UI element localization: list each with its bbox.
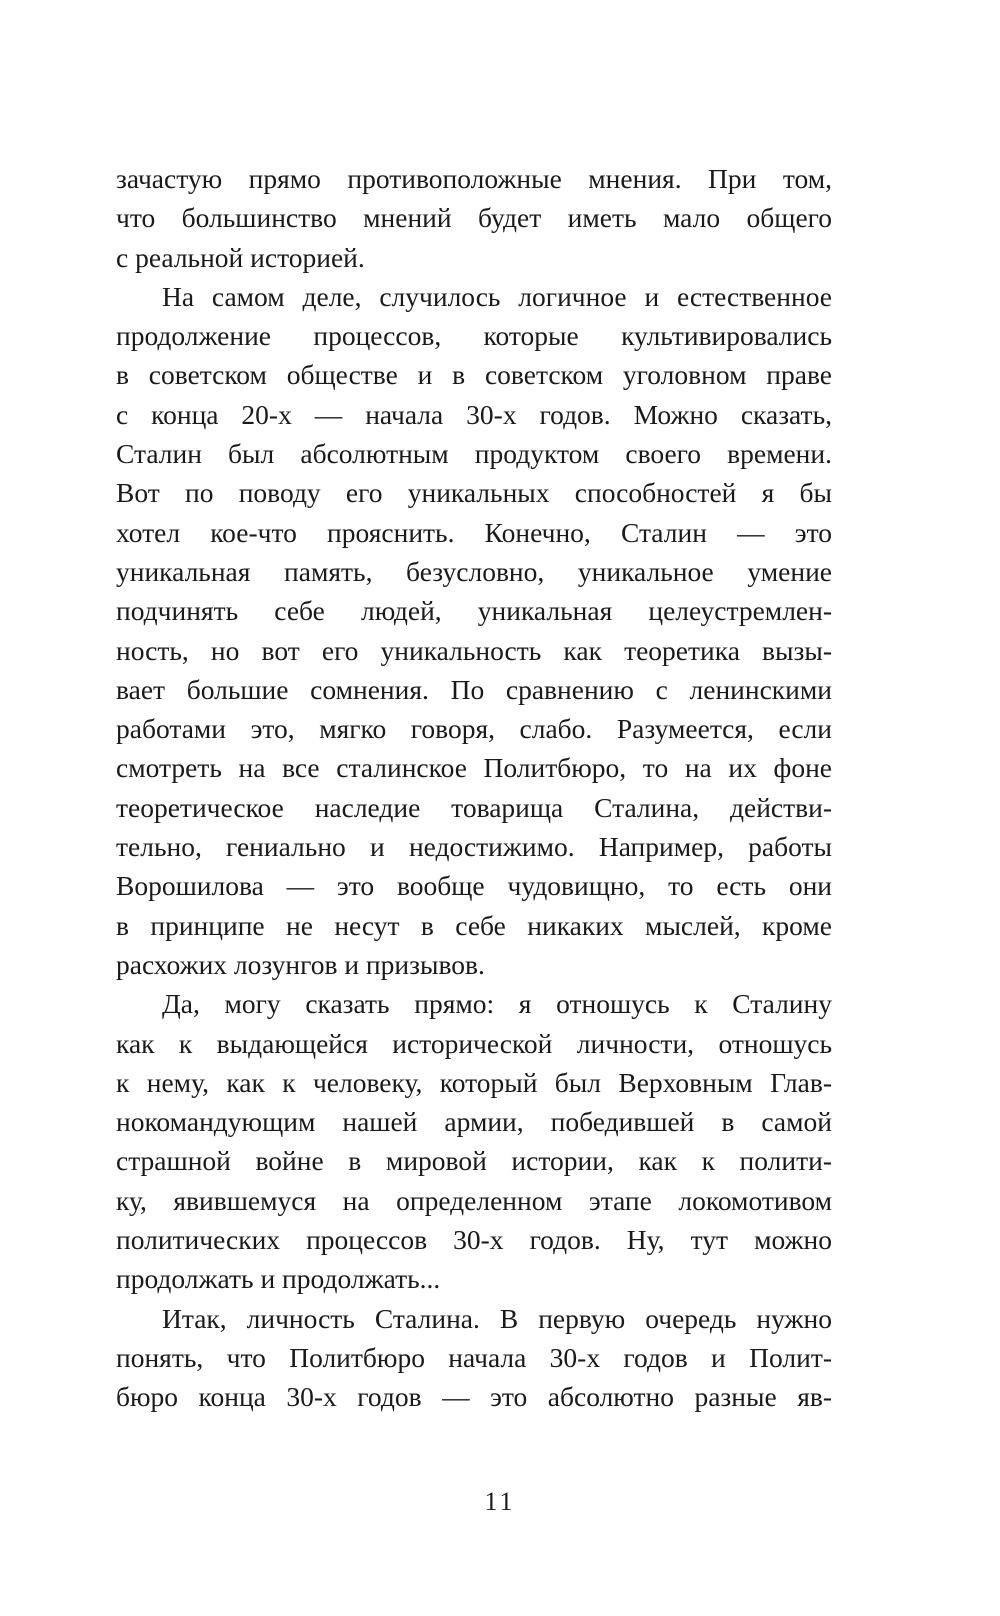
text-line: ку, явившемуся на определенном этапе локомотивом [116, 1184, 832, 1216]
page-number: 11 [484, 1487, 516, 1516]
text-line: хотел кое-что прояснить. Конечно, Сталин — это [116, 516, 832, 548]
text-line: тельно, гениально и недостижимо. Например, работы [116, 831, 832, 863]
text-line: что большинство мнений будет иметь мало общего [116, 202, 832, 234]
text-line: вает большие сомнения. По сравнению с ленинскими [116, 673, 832, 705]
text-line: продолжать и продолжать... [116, 1263, 441, 1295]
text-line: теоретическое наследие товарища Сталина, действи- [116, 791, 832, 823]
text-line: зачастую прямо противоположные мнения. При том, [116, 163, 832, 194]
text-line: Ворошилова — это вообще чудовищно, то есть они [116, 870, 832, 902]
text-line: понять, что Политбюро начала 30-х годов и Полит- [116, 1341, 832, 1373]
text-line: работами это, мягко говоря, слабо. Разумеется, если [116, 713, 832, 745]
text-line: уникальная память, безусловно, уникальное умение [116, 555, 832, 587]
text-line: На самом деле, случилось логичное и естественное [162, 280, 832, 312]
text-line: Сталин был абсолютным продуктом своего времени. [116, 438, 832, 470]
text-line: подчинять себе людей, уникальная целеустремлен- [116, 595, 832, 627]
text-line: с реальной историей. [116, 241, 365, 273]
text-line: Итак, личность Сталина. В первую очередь нужно [162, 1302, 832, 1334]
body-text [116, 159, 832, 1417]
paragraph-1 [116, 159, 832, 277]
text-line: смотреть на все сталинское Политбюро, то на их фоне [116, 752, 832, 784]
text-line: расхожих лозунгов и призывов. [116, 948, 485, 980]
text-line: как к выдающейся исторической личности, отношусь [116, 1027, 832, 1059]
text-line: Да, могу сказать прямо: я отношусь к Сталину [162, 988, 832, 1020]
text-line: продолжение процессов, которые культивировались [116, 320, 832, 352]
paragraph-3 [116, 984, 832, 1298]
text-line: бюро конца 30-х годов — это абсолютно разные яв- [116, 1381, 832, 1413]
text-line: ность, но вот его уникальность как теоретика вызы- [116, 634, 832, 666]
paragraph-4 [116, 1299, 832, 1417]
text-line: к нему, как к человеку, который был Верховным Глав- [116, 1066, 832, 1098]
text-line: Вот по поводу его уникальных способностей я бы [116, 477, 832, 509]
paragraph-2 [116, 277, 832, 984]
text-line: в принципе не несут в себе никаких мыслей, кроме [116, 909, 832, 941]
text-line: страшной войне в мировой истории, как к полити- [116, 1145, 832, 1177]
text-line: в советском обществе и в советском уголовном праве [116, 359, 832, 391]
text-line: нокомандующим нашей армии, победившей в самой [116, 1106, 832, 1138]
text-line: политических процессов 30-х годов. Ну, тут можно [116, 1224, 832, 1256]
text-line: с конца 20-х — начала 30-х годов. Можно сказать, [116, 398, 832, 430]
